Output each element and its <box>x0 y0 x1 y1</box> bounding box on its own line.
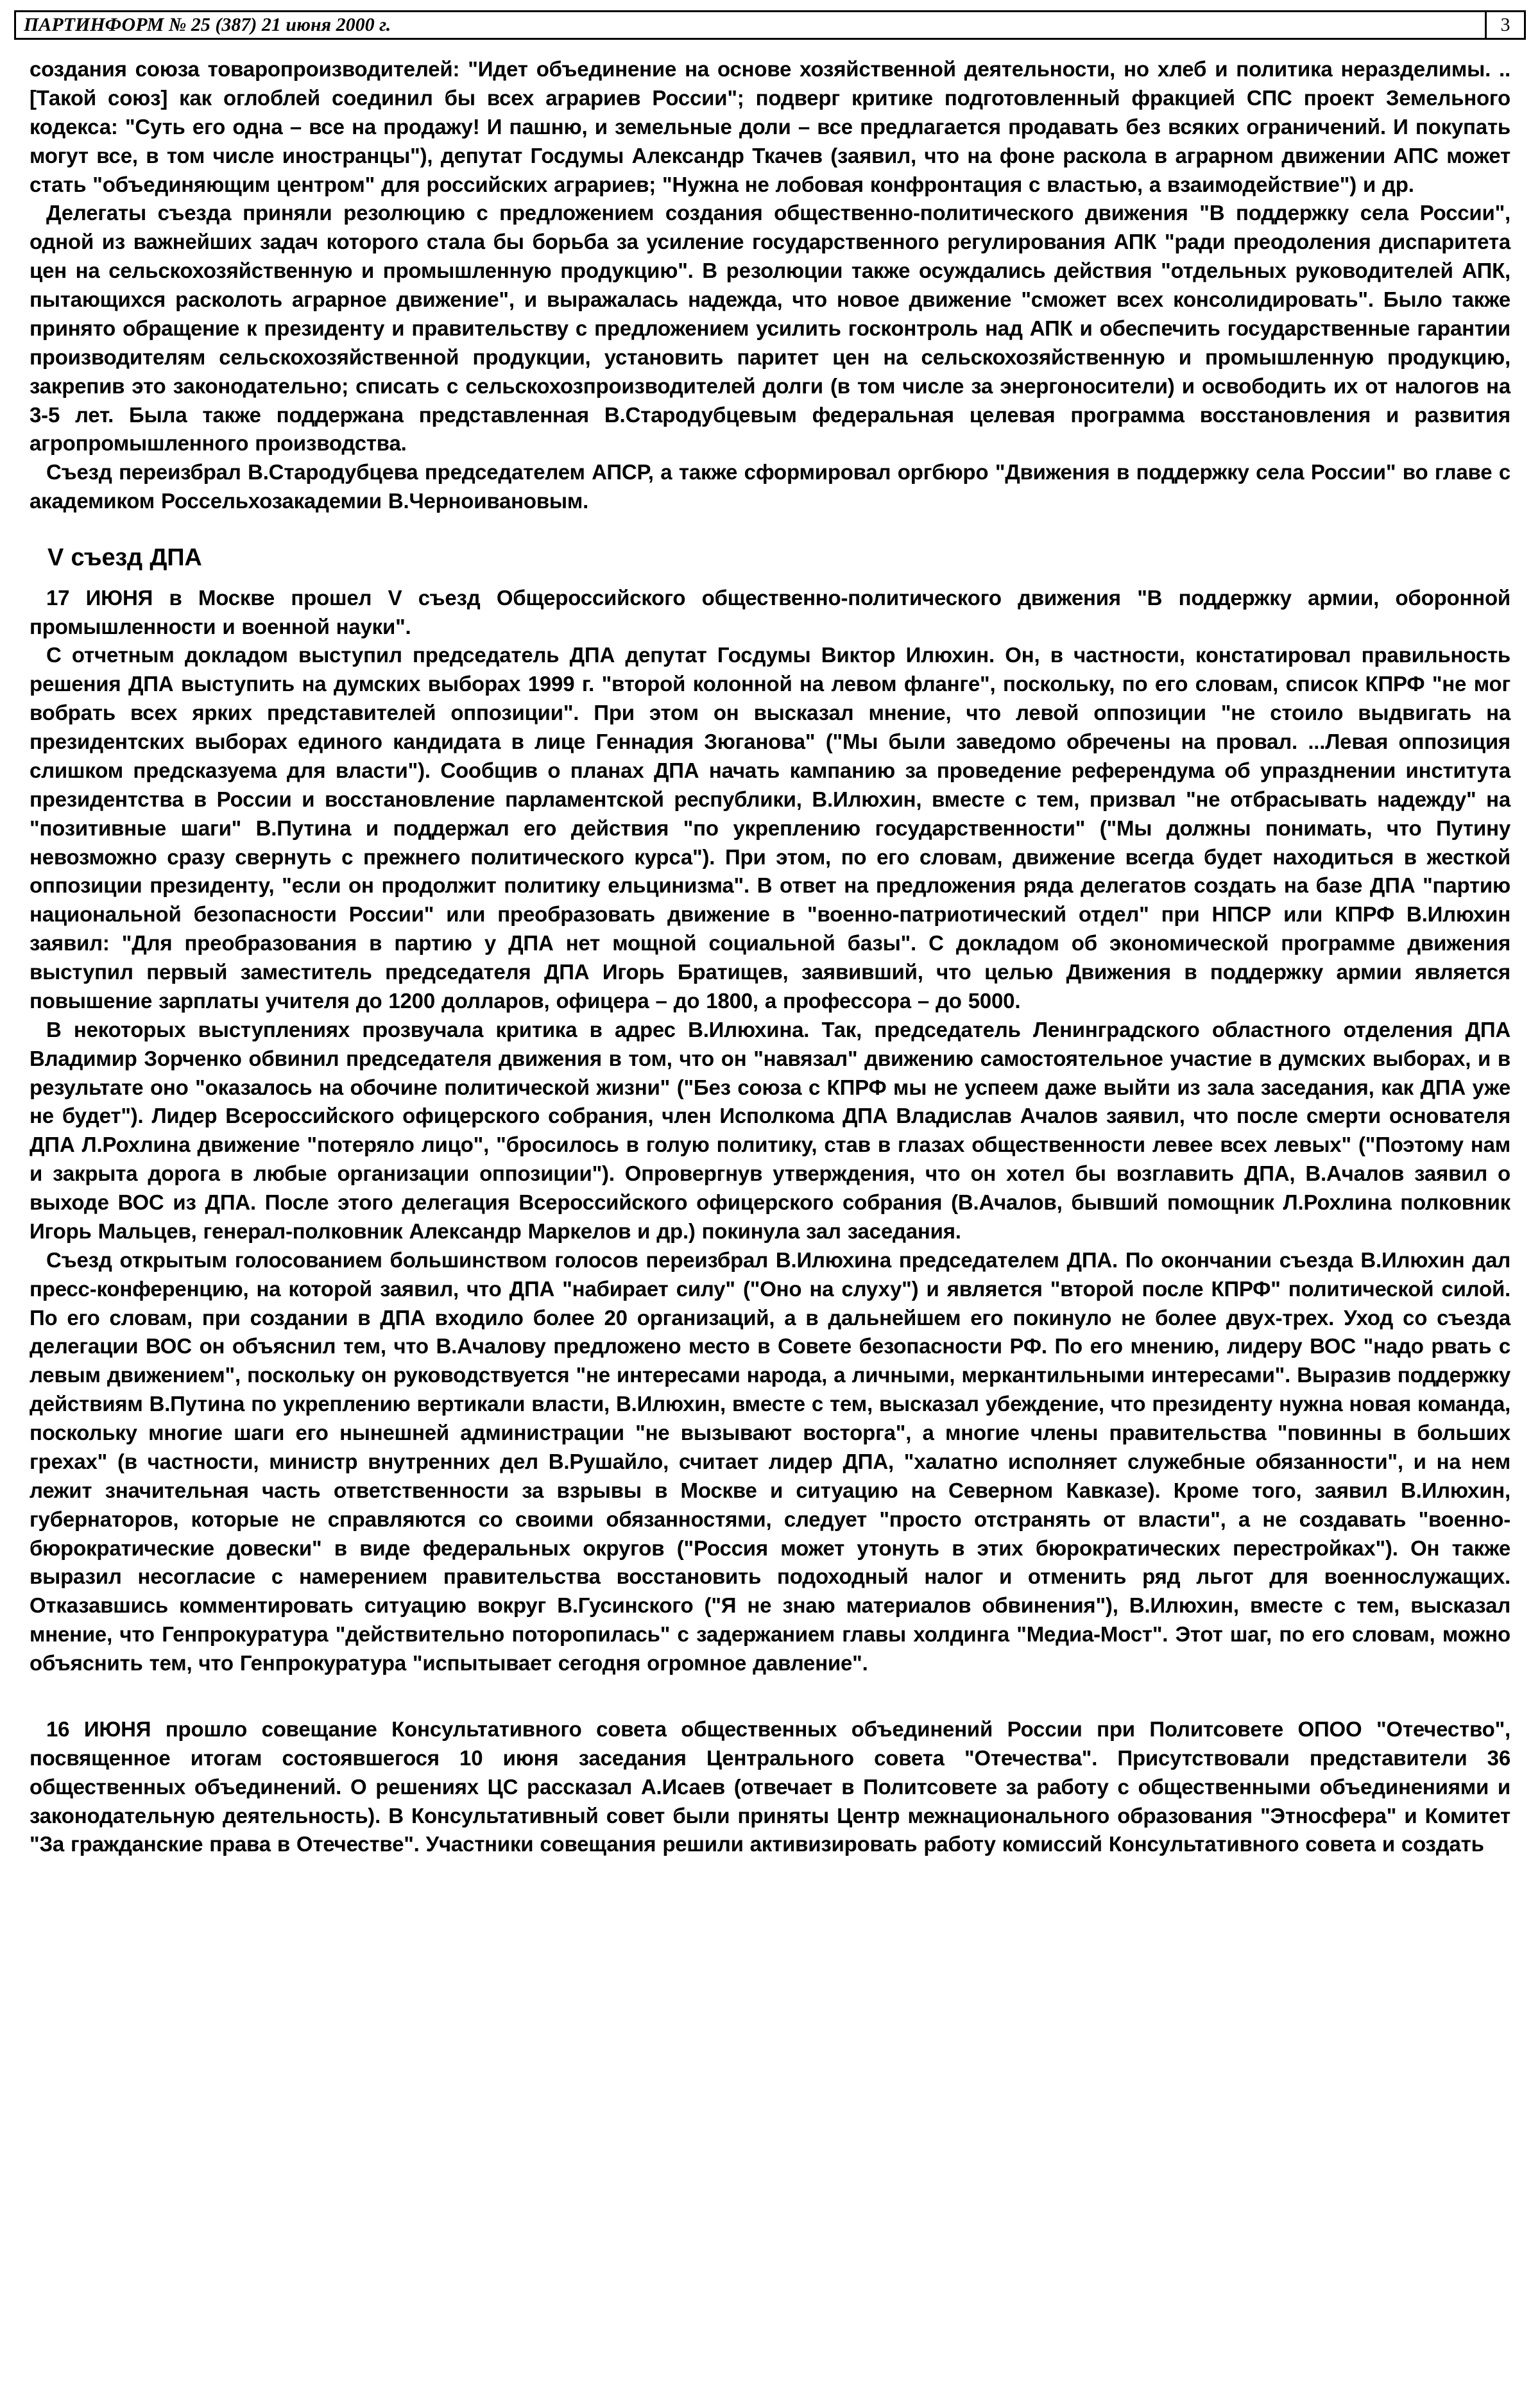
paragraph-otechestvo-council-meeting: 16 ИЮНЯ прошло совещание Консультативного совета общественных объединений России при Политсовете ОПОО "Отечество", посвященное итогам состоявшегося 10 июня заседания Центрального совета "Отечества". Присутствовали представители 36 общественных объединений. О решениях ЦС рассказал А.Исаев (отвечает в Политсовете за работу с общественными объединениями и законодательную деятельность). В Консультативный совет были приняты Центр межнационального образования "Этносфера" и Комитет "За гражданские права в Отечестве". Участники совещания решили активизировать работу комиссий Консультативного совета и создать <box>30 1717 1510 1856</box>
header-title-cell <box>16 12 1487 38</box>
paragraph-agrarian-union-continuation: создания союза товаропроизводителей: "Идет объединение на основе хозяйственной деятельности, но хлеб и политика неразделимы. ..[Такой союз] как оглоблей соединил бы всех аграриев России"; подверг критике подготовленный фракцией СПС проект Земельного кодекса: "Суть его одна – все на продажу! И пашню, и земельные доли – все предлагается продавать без всяких ограничений. И покупать могут все, в том числе иностранцы"), депутат Госдумы Александр Ткачев (заявил, что на фоне раскола в аграрном движении АПС может стать "объединяющим центром" для российских аграриев; "Нужна не лобовая конфронтация с властью, а взаимодействие") и др. <box>30 57 1510 196</box>
paragraph-dpa-congress-intro: 17 ИЮНЯ в Москве прошел V съезд Общероссийского общественно-политического движения "В поддержку армии, оборонной промышленности и военной науки". <box>30 585 1510 638</box>
article-body <box>14 40 1526 1859</box>
paragraph-ilyukhin-report: С отчетным докладом выступил председатель ДПА депутат Госдумы Виктор Илюхин. Он, в частности, констатировал правильность решения ДПА выступить на думских выборах 1999 г. "второй колонной на левом фланге", поскольку, по его словам, список КПРФ "не мог вобрать всех ярких представителей оппозиции". При этом он высказал мнение, что левой оппозиции "не стоило выдвигать на президентских выборах единого кандидата в лице Геннадия Зюганова" ("Мы были заведомо обречены на провал. ...Левая оппозиция слишком предсказуема для власти"). Сообщив о планах ДПА начать кампанию за проведение референдума об упразднении института президентства в России и восстановление парламентской республики, В.Илюхин, вместе с тем, призвал "не отбрасывать надежду" на "позитивные шаги" В.Путина и поддержал его действия "по укреплению государственности" ("Мы должны понимать, что Путину невозможно сразу свернуть с прежнего политического курса"). При этом, по его словам, движение всегда будет находиться в жесткой оппозиции президенту, "если он продолжит политику ельцинизма". В ответ на предложения ряда делегатов создать на базе ДПА "партию национальной безопасности России" или преобразовать движение в "военно-патриотический отдел" при НПСР или КПРФ В.Илюхин заявил: "Для преобразования в партию у ДПА нет мощной социальной базы". С докладом об экономической программе движения выступил первый заместитель председателя ДПА Игорь Братищев, заявивший, что целью Движения в поддержку армии является повышение зарплаты учителя до 1200 долларов, офицера – до 1800, а профессора – до 5000. <box>30 643 1510 1013</box>
paragraph-congress-resolution: Делегаты съезда приняли резолюцию с предложением создания общественно-политического движения "В поддержку села России", одной из важнейших задач которого стала бы борьба за усиление государственного регулирования АПК "ради преодоления диспаритета цен на сельскохозяйственную и промышленную продукцию". В резолюции также осуждались действия "отдельных руководителей АПК, пытающихся расколоть аграрное движение", и выражалась надежда, что новое движение "сможет всех консолидировать". Было также принято обращение к президенту и правительству с предложением усилить госконтроль над АПК и обеспечить государственные гарантии производителям сельскохозяйственной продукции, установить паритет цен на сельскохозяйственную и промышленную продукцию, закрепив это законодательно; списать с сельскохозпроизводителей долги (в том числе за энергоносители) и освободить их от налогов на 3-5 лет. Была также поддержана представленная В.Стародубцевым федеральная целевая программа восстановления и развития агропромышленного производства. <box>30 201 1510 456</box>
page-number: 3 <box>1500 14 1510 35</box>
header-page-cell <box>1487 12 1524 38</box>
paragraph-ilyukhin-reelected: Съезд открытым голосованием большинством голосов переизбрал В.Илюхина председателем ДПА. По окончании съезда В.Илюхин дал пресс-конференцию, на которой заявил, что ДПА "набирает силу" ("Оно на слуху") и является "второй после КПРФ" политической силой. По его словам, при создании в ДПА входило более 20 организаций, а в дальнейшем его покинуло не более двух-трех. Уход со съезда делегации ВОС он объяснил тем, что В.Ачалову предложено место в Совете безопасности РФ. По его мнению, лидеру ВОС "надо рвать с левым движением", поскольку он руководствуется "не интересами народа, а личными, меркантильными интересами". Выразив поддержку действиям В.Путина по укреплению вертикали власти, В.Илюхин, вместе с тем, высказал убеждение, что президенту нужна новая команда, поскольку многие шаги его нынешней администрации "не вызывают восторга", а многие члены правительства "повинны в больших грехах" (в частности, министр внутренних дел В.Рушайло, считает лидер ДПА, "халатно исполняет служебные обязанности", и на нем лежит значительная часть ответственности за взрывы в Москве и ситуацию на Северном Кавказе). Кроме того, заявил В.Илюхин, губернаторов, которые не справляются со своими обязанностями, следует "просто отстранять от власти", а не создавать "военно-бюрократические довески" в виде федеральных округов ("Россия может утонуть в этих бюрократических перестройках"). Он также выразил несогласие с намерением правительства восстановить подоходный налог и отменить ряд льгот для военнослужащих. Отказавшись комментировать ситуацию вокруг В.Гусинского ("Я не знаю материалов обвинения"), В.Илюхин, вместе с тем, высказал мнение, что Генпрокуратура "действительно поторопилась" с задержанием главы холдинга "Медиа-Мост". Этот шаг, по его словам, можно объяснить тем, что Генпрокуратура "испытывает сегодня огромное давление". <box>30 1247 1510 1675</box>
newsletter-masthead: ПАРТИНФОРМ № 25 (387) 21 июня 2000 г. <box>24 14 391 35</box>
section-heading-dpa-congress: V съезд ДПА <box>47 544 202 571</box>
paragraph-criticism-of-ilyukhin: В некоторых выступлениях прозвучала критика в адрес В.Илюхина. Так, председатель Ленинградского областного отделения ДПА Владимир Зорченко обвинил председателя движения в том, что он "навязал" движению самостоятельное участие в думских выборах, и в результате оно "оказалось на обочине политической жизни" ("Без союза с КПРФ мы не успеем даже выйти из зала заседания, как ДПА уже не будет"). Лидер Всероссийского офицерского собрания, член Исполкома ДПА Владислав Ачалов заявил, что после смерти основателя ДПА Л.Рохлина движение "потеряло лицо", "бросилось в голую политику, став в глазах общественности левее всех левых" ("Поэтому нам и закрыта дорога в любые организации оппозиции"). Опровергнув утверждения, что он хотел бы возглавить ДПА, В.Ачалов заявил о выходе ВОС из ДПА. После этого делегация Всероссийского офицерского собрания (В.Ачалов, бывший помощник Л.Рохлина полковник Игорь Мальцев, генерал-полковник Александр Маркелов и др.) покинула зал заседания. <box>30 1017 1510 1243</box>
page-header <box>14 10 1526 40</box>
paragraph-congress-elections: Съезд переизбрал В.Стародубцева председателем АПСР, а также сформировал оргбюро "Движения в поддержку села России" во главе с академиком Россельхозакадемии В.Черноивановым. <box>30 460 1510 513</box>
